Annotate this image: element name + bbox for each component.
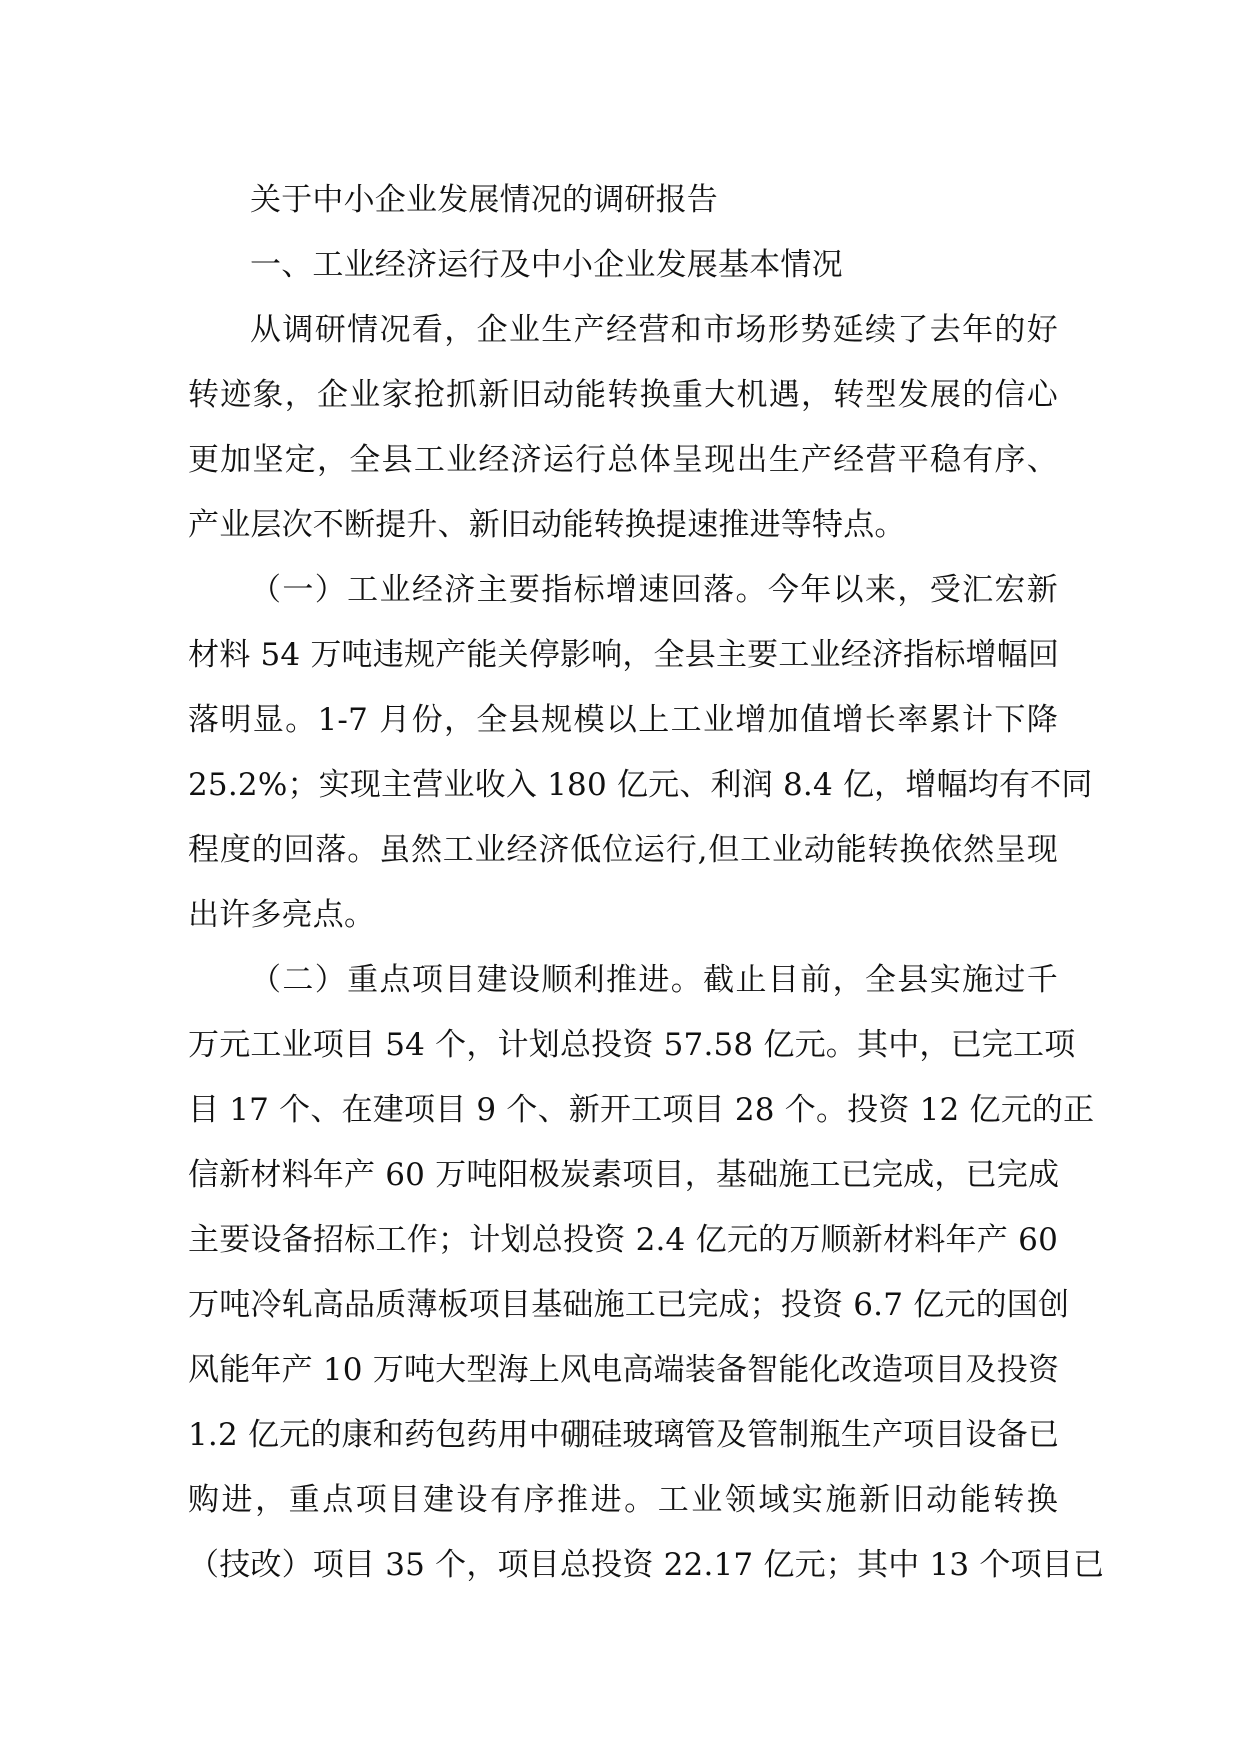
paragraph-line: 25.2%；实现主营业收入 180 亿元、利润 8.4 亿，增幅均有不同 xyxy=(188,767,1093,803)
paragraph-projects xyxy=(188,948,1105,1598)
paragraph-line: 程度的回落。虽然工业经济低位运行,但工业动能转换依然呈现 xyxy=(188,832,1058,868)
paragraph-line: 更加坚定，全县工业经济运行总体呈现出生产经营平稳有序、 xyxy=(188,442,1058,478)
paragraph-line: 购进，重点项目建设有序推进。工业领域实施新旧动能转换 xyxy=(188,1482,1058,1518)
paragraph-line: 万吨冷轧高品质薄板项目基础施工已完成；投资 6.7 亿元的国创 xyxy=(188,1287,1070,1323)
paragraph-line: （二）重点项目建设顺利推进。截止目前，全县实施过千 xyxy=(250,962,1058,998)
paragraph-line: 主要设备招标工作；计划总投资 2.4 亿元的万顺新材料年产 60 xyxy=(188,1222,1058,1258)
paragraph-line: 风能年产 10 万吨大型海上风电高端装备智能化改造项目及投资 xyxy=(188,1352,1060,1388)
paragraph-line: 落明显。1-7 月份，全县规模以上工业增加值增长率累计下降 xyxy=(188,702,1058,738)
document-body xyxy=(188,168,1105,1598)
section-heading: 一、工业经济运行及中小企业发展基本情况 xyxy=(250,247,843,283)
paragraph-line: 信新材料年产 60 万吨阳极炭素项目，基础施工已完成，已完成 xyxy=(188,1157,1060,1193)
paragraph-line: （一）工业经济主要指标增速回落。今年以来，受汇宏新 xyxy=(250,572,1058,608)
paragraph-overview xyxy=(188,298,1058,558)
paragraph-line: 从调研情况看，企业生产经营和市场形势延续了去年的好 xyxy=(250,312,1058,348)
document-title: 关于中小企业发展情况的调研报告 xyxy=(250,182,718,218)
paragraph-line: 出许多亮点。 xyxy=(188,897,376,933)
paragraph-indicators xyxy=(188,558,1093,948)
paragraph-line: 目 17 个、在建项目 9 个、新开工项目 28 个。投资 12 亿元的正 xyxy=(188,1092,1095,1128)
paragraph-line: 万元工业项目 54 个，计划总投资 57.58 亿元。其中，已完工项 xyxy=(188,1027,1076,1063)
paragraph-line: 材料 54 万吨违规产能关停影响，全县主要工业经济指标增幅回 xyxy=(188,637,1060,673)
paragraph-line: 产业层次不断提升、新旧动能转换提速推进等特点。 xyxy=(188,507,906,543)
paragraph-line: （技改）项目 35 个，项目总投资 22.17 亿元；其中 13 个项目已 xyxy=(188,1547,1105,1583)
paragraph-line: 转迹象，企业家抢抓新旧动能转换重大机遇，转型发展的信心 xyxy=(188,377,1058,413)
paragraph-line: 1.2 亿元的康和药包药用中硼硅玻璃管及管制瓶生产项目设备已 xyxy=(188,1417,1060,1453)
